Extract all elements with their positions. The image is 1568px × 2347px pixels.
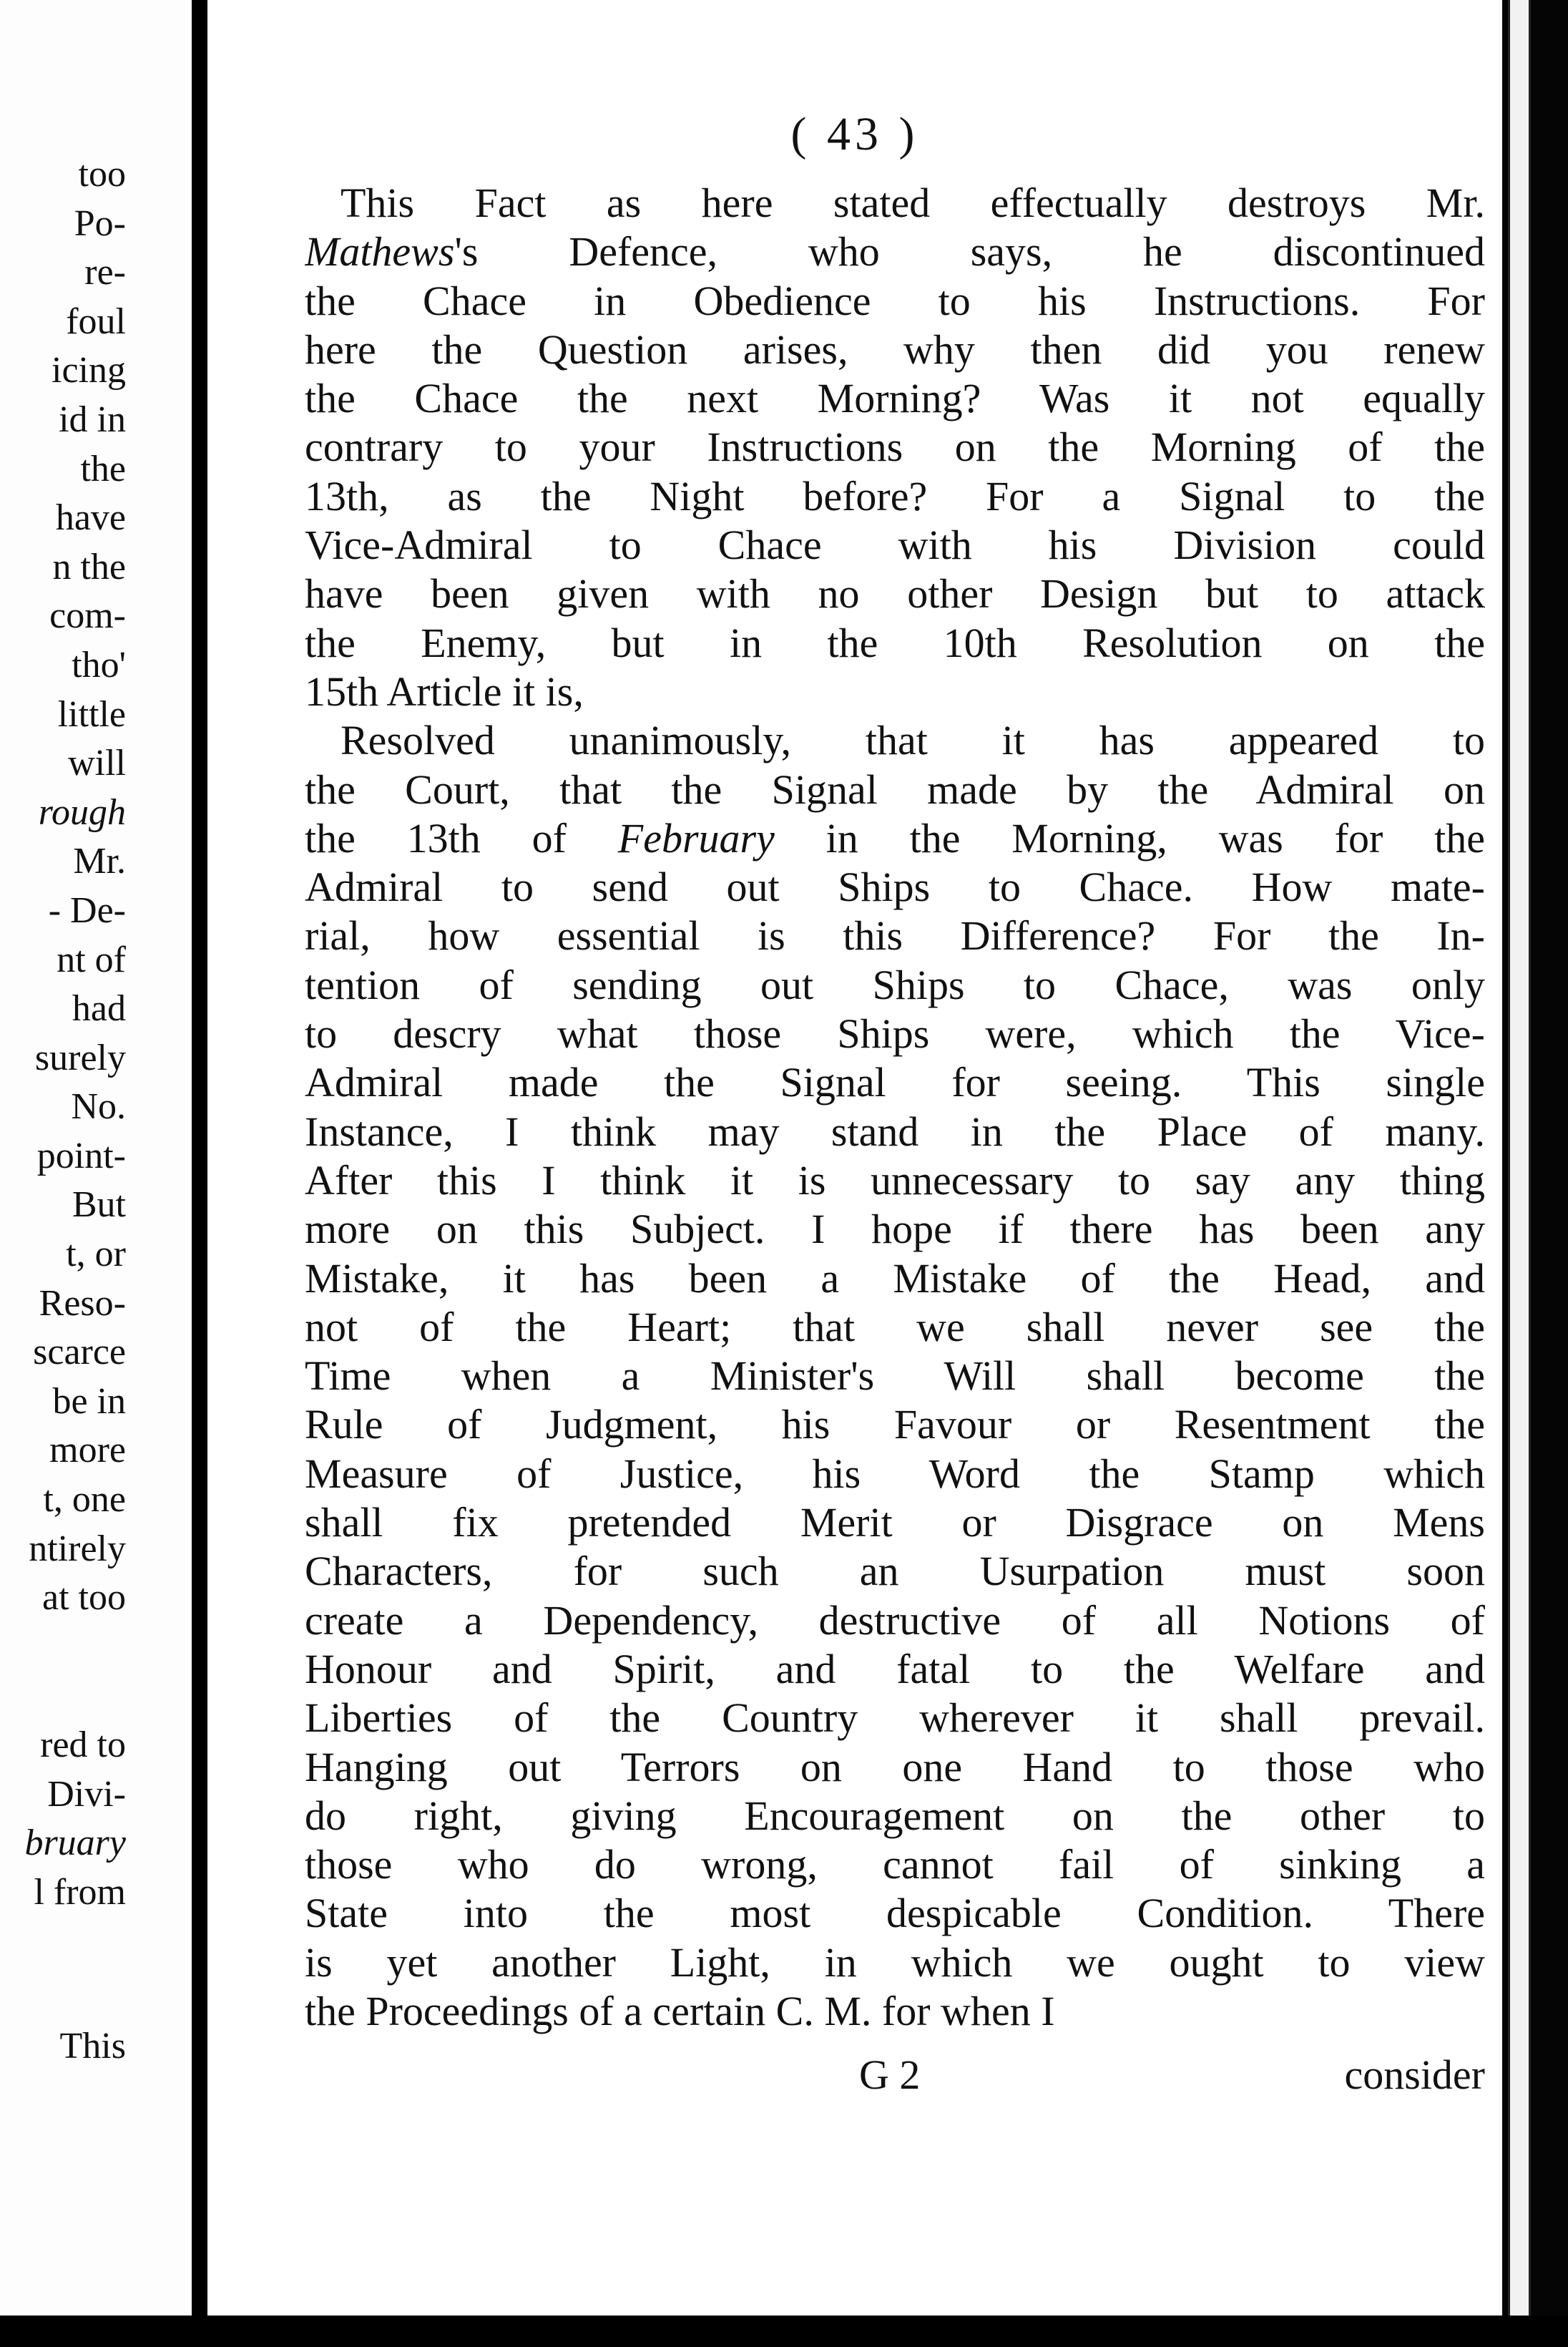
facing-page-line: bruary — [24, 1823, 126, 1864]
facing-page-line: com- — [49, 595, 126, 637]
text-line: to descry what those Ships were, which the Vice- — [305, 1010, 1485, 1058]
facing-page-line: foul — [66, 301, 126, 342]
facing-page-line: t, or — [66, 1234, 126, 1275]
facing-page-line — [24, 1672, 126, 1721]
text-line: those who do wrong, cannot fail of sinking a — [305, 1841, 1485, 1888]
facing-page-line: - De- — [48, 889, 126, 931]
facing-page-line: point- — [36, 1135, 126, 1176]
text-line: Characters, for such an Usurpation must soon — [305, 1548, 1485, 1595]
text-line: Admiral made the Signal for seeing. This single — [305, 1059, 1485, 1106]
text-line: the Chace the next Morning? Was it not equally — [305, 375, 1485, 422]
text-line: 13th, as the Night before? For a Signal to the — [305, 472, 1485, 519]
paragraph-1 — [305, 179, 1485, 716]
text-line: After this I think it is unnecessary to say any thing — [305, 1156, 1485, 1204]
text-line: Resolved unanimously, that it has appeared to — [340, 717, 1485, 764]
facing-page-line: t, one — [43, 1479, 126, 1521]
text-line: more on this Subject. I hope if there has been any — [305, 1206, 1485, 1253]
facing-page-line: re- — [84, 252, 126, 293]
facing-page-line: be in — [52, 1380, 126, 1422]
page-number: ( 43 ) — [790, 108, 919, 160]
facing-page-line: more — [49, 1430, 126, 1471]
facing-page-line: l from — [34, 1871, 126, 1913]
text-line: Honour and Spirit, and fatal to the Welfare and — [305, 1645, 1485, 1692]
text-line: Hanging out Terrors on one Hand to those who — [305, 1743, 1485, 1790]
facing-page-line: the — [80, 448, 126, 489]
text-line: Mathews's Defence, who says, he discontinued — [305, 228, 1485, 275]
text-line: Measure of Justice, his Word the Stamp which — [305, 1450, 1485, 1497]
facing-page-line: Divi- — [47, 1773, 126, 1815]
facing-page-line: little — [57, 693, 126, 735]
text-line: Time when a Minister's Will shall become the — [305, 1352, 1485, 1400]
text-line: State into the most despicable Condition. There — [305, 1890, 1485, 1937]
page — [207, 0, 1502, 2316]
facing-page-catchword: This — [59, 2026, 126, 2067]
facing-page-line: ntirely — [29, 1528, 126, 1569]
text-line: the Court, that the Signal made by the Admiral on — [305, 766, 1485, 813]
facing-page-line: too — [78, 154, 126, 195]
facing-page-line: at too — [42, 1577, 126, 1619]
facing-page-line: Po- — [74, 203, 126, 244]
gutter — [192, 0, 207, 2347]
right-page-edge — [1502, 0, 1568, 2347]
text-line: Vice-Admiral to Chace with his Division could — [305, 522, 1485, 569]
facing-page-line: tho' — [72, 644, 126, 685]
text-line: here the Question arises, why then did you renew — [305, 326, 1485, 373]
facing-page-line: No. — [71, 1086, 126, 1128]
facing-page-line: n the — [52, 546, 126, 587]
paragraph-2 — [305, 716, 1485, 2036]
text-line: Admiral to send out Ships to Chace. How mate- — [305, 864, 1485, 911]
facing-page-line — [24, 1623, 126, 1672]
text-line: is yet another Light, in which we ought to view — [305, 1938, 1485, 1986]
page-edge-strip — [1508, 0, 1531, 2347]
catchword: consider — [1344, 2051, 1485, 2098]
text-line: the 13th of February in the Morning, was for the — [305, 814, 1485, 862]
text-line: tention of sending out Ships to Chace, was only — [305, 961, 1485, 1008]
facing-page-line: Reso- — [39, 1282, 126, 1324]
facing-page-text — [24, 150, 126, 1917]
text-line: not of the Heart; that we shall never see the — [305, 1303, 1485, 1350]
facing-page-line: nt of — [57, 939, 126, 980]
facing-page-line: icing — [52, 350, 126, 391]
facing-page-line: had — [72, 988, 126, 1030]
facing-page-line: id in — [59, 399, 126, 440]
text-line: rial, how essential is this Difference? For the In- — [305, 912, 1485, 960]
text-line: 15th Article it is, — [305, 668, 584, 715]
bottom-page-edge — [0, 2316, 1568, 2347]
text-line: have been given with no other Design but to attack — [305, 570, 1485, 618]
signature-mark: G 2 — [859, 2051, 921, 2098]
facing-page-line: rough — [38, 791, 126, 833]
facing-page-line: Mr. — [73, 841, 126, 882]
facing-page-fragment — [0, 0, 192, 2347]
facing-page-line: have — [55, 497, 126, 539]
text-line: contrary to your Instructions on the Morning of the — [305, 424, 1485, 471]
text-line: do right, giving Encouragement on the other to — [305, 1792, 1485, 1839]
facing-page-line: will — [68, 743, 126, 784]
text-line: create a Dependency, destructive of all Notions of — [305, 1596, 1485, 1644]
text-line: the Enemy, but in the 10th Resolution on the — [305, 619, 1485, 666]
facing-page-line: surely — [34, 1037, 126, 1078]
text-line: Instance, I think may stand in the Place of many. — [305, 1108, 1485, 1155]
text-line: the Chace in Obedience to his Instructions. For — [305, 277, 1485, 324]
facing-page-line: But — [72, 1184, 126, 1226]
text-line: Rule of Judgment, his Favour or Resentment the — [305, 1401, 1485, 1448]
text-line: Liberties of the Country wherever it shall prevail. — [305, 1694, 1485, 1742]
page-footer — [305, 2051, 1485, 2101]
facing-page-line: scarce — [33, 1332, 126, 1373]
text-line: Mistake, it has been a Mistake of the Head, and — [305, 1254, 1485, 1302]
text-line: This Fact as here stated effectually destroys Mr. — [340, 180, 1485, 226]
facing-page-line: red to — [40, 1724, 126, 1765]
body-text — [305, 179, 1485, 2036]
text-line: shall fix pretended Merit or Disgrace on Mens — [305, 1499, 1485, 1546]
text-line: the Proceedings of a certain C. M. for when I — [305, 1987, 1055, 2034]
